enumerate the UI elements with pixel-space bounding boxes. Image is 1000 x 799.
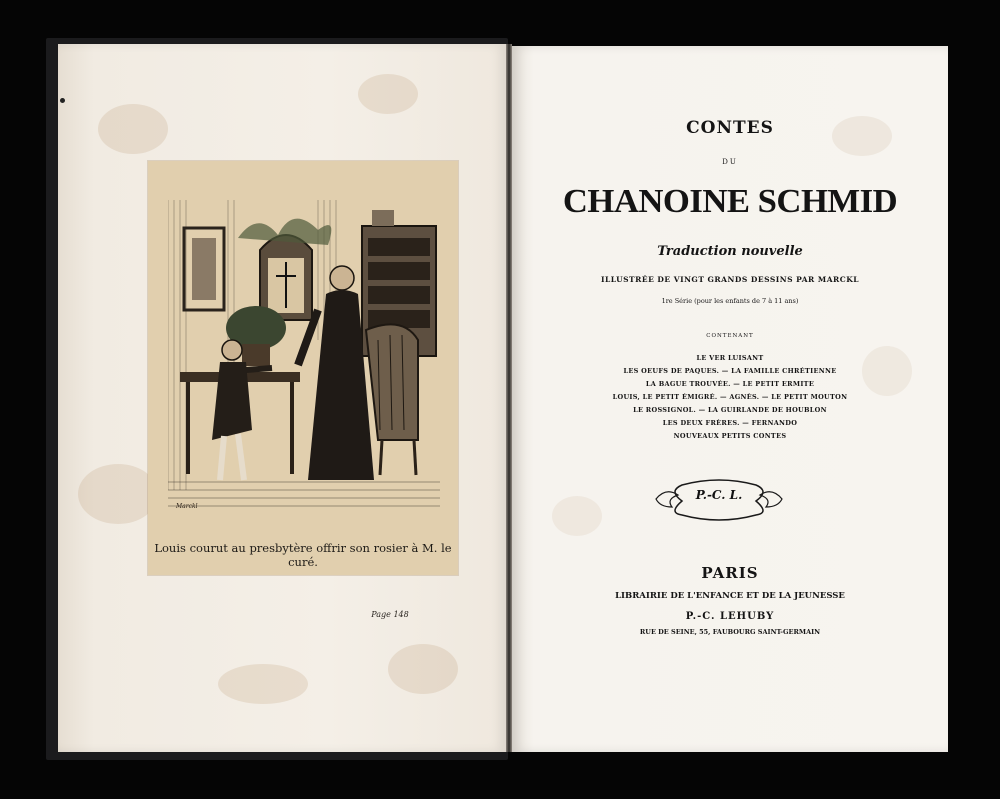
artist-signature: Marckl [176,503,198,510]
contents-item: LE ROSSIGNOL. — LA GUIRLANDE DE HOUBLON [633,406,827,414]
contents-item: LE VER LUISANT [696,354,764,362]
contents-item: NOUVEAUX PETITS CONTES [673,432,787,440]
engraving-illustration [168,190,440,512]
page-reference: Page 148 [371,610,409,619]
contents-item: LOUIS, LE PETIT ÉMIGRÉ. — AGNÈS. — LE PETIT MOUTON [612,393,848,401]
contents-item: LES DEUX FRÈRES. — FERNANDO [662,419,798,427]
imprint-library: LIBRAIRIE DE L'ENFANCE ET DE LA JEUNESSE [615,591,845,601]
main-title: CHANOINE SCHMID [562,183,898,220]
contents-item: LA BAGUE TROUVÉE. — LE PETIT ERMITE [645,380,815,388]
subtitle: Traduction nouvelle [657,244,803,259]
illustration-caption: Louis courut au presbytère offrir son rosier à M. le curé. [154,541,452,569]
imprint-city: PARIS [701,564,759,582]
title-contes: CONTES [686,118,774,138]
contents-item: LES OEUFS DE PAQUES. — LA FAMILLE CHRÉTIENNE [623,367,837,375]
imprint-address: RUE DE SEINE, 55, FAUBOURG SAINT-GERMAIN [639,628,821,636]
series-note: 1re Série (pour les enfants de 7 à 11 ans) [661,297,799,305]
contents-heading: CONTENANT [706,333,754,339]
illustration-note: ILLUSTRÉE DE VINGT GRANDS DESSINS PAR MARCKL [600,275,860,284]
emblem-monogram: P.-C. L. [695,488,743,502]
imprint-publisher: P.-C. LEHUBY [685,611,775,622]
page-mark [60,98,65,103]
title-du: DU [722,158,738,166]
